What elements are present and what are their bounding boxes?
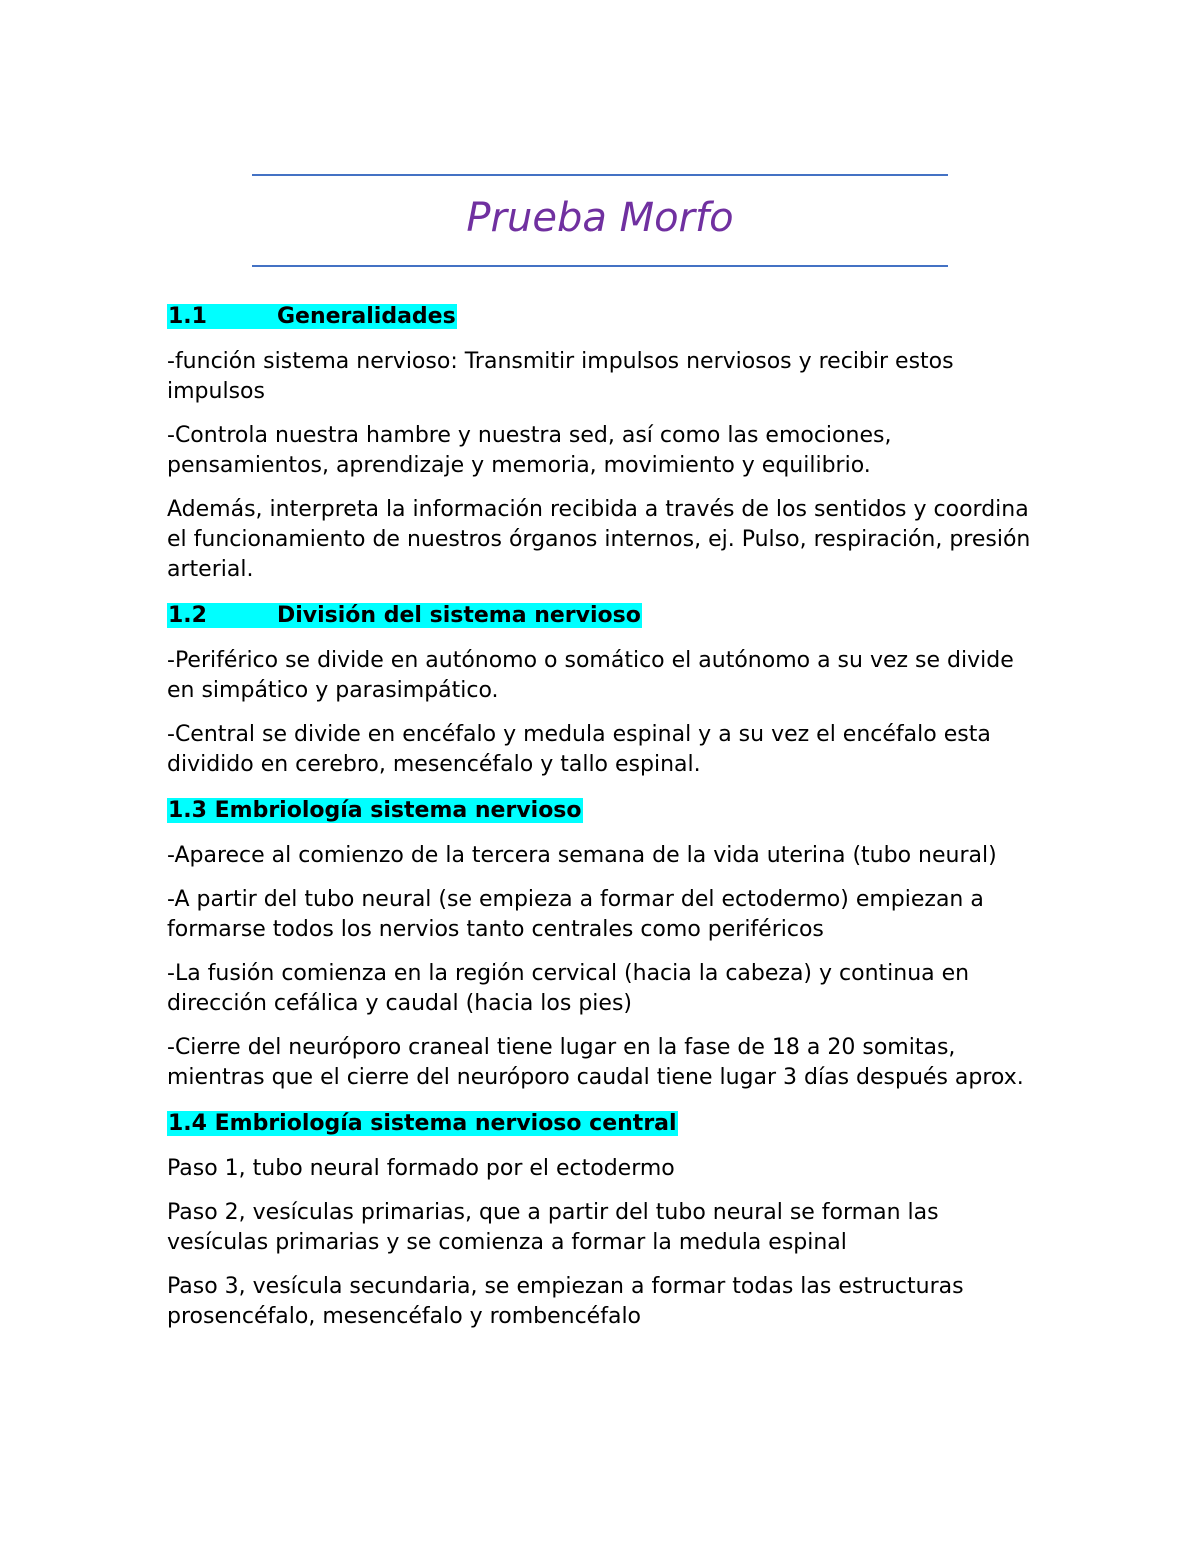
paragraph: Paso 2, vesículas primarias, que a partir del tubo neural se forman las vesículas primarias y se comienza a formar la medula espinal <box>167 1200 939 1255</box>
section-title: 1.4 Embriología sistema nervioso central <box>168 1111 677 1136</box>
document-title: Prueba Morfo <box>466 195 734 241</box>
paragraph: -La fusión comienza en la región cervical (hacia la cabeza) y continua en dirección cefálica y caudal (hacia los pies) <box>167 961 970 1016</box>
paragraph: -Controla nuestra hambre y nuestra sed, así como las emociones, pensamientos, aprendizaje y memoria, movimiento y equilibrio. <box>167 423 892 478</box>
section-number: 1.2 <box>168 603 207 628</box>
section-number: 1.1 <box>168 304 207 329</box>
paragraph: -Periférico se divide en autónomo o somático el autónomo a su vez se divide en simpático y parasimpático. <box>167 648 1014 703</box>
section-title: Generalidades <box>276 304 456 329</box>
section-title: 1.3 Embriología sistema nervioso <box>168 798 582 823</box>
paragraph: -Aparece al comienzo de la tercera semana de la vida uterina (tubo neural) <box>167 843 997 868</box>
heading-highlight <box>167 304 457 329</box>
paragraph: -A partir del tubo neural (se empieza a formar del ectodermo) empiezan a formarse todos los nervios tanto centrales como periféricos <box>167 887 984 942</box>
section-heading-generalidades <box>167 300 1037 334</box>
title-bottom-rule <box>252 265 948 267</box>
section-heading-division <box>167 599 1037 633</box>
section-heading-embriologia <box>167 794 1037 828</box>
title-top-rule <box>252 174 948 176</box>
paragraph: Paso 3, vesícula secundaria, se empiezan a formar todas las estructuras prosencéfalo, mesencéfalo y rombencéfalo <box>167 1274 964 1329</box>
paragraph: Además, interpreta la información recibida a través de los sentidos y coordina el funcionamiento de nuestros órganos internos, ej. Pulso, respiración, presión arterial. <box>167 497 1031 582</box>
paragraph: -Cierre del neuróporo craneal tiene lugar en la fase de 18 a 20 somitas, mientras que el cierre del neuróporo caudal tiene lugar 3 días después aprox. <box>167 1035 1024 1090</box>
section-heading-embriologia-central <box>167 1107 1037 1141</box>
paragraph: -función sistema nervioso: Transmitir impulsos nerviosos y recibir estos impulsos <box>167 349 954 404</box>
section-title: División del sistema nervioso <box>276 603 641 628</box>
paragraph: -Central se divide en encéfalo y medula espinal y a su vez el encéfalo esta dividido en cerebro, mesencéfalo y tallo espinal. <box>167 722 991 777</box>
heading-highlight <box>167 603 642 628</box>
document-body <box>167 300 1037 1346</box>
paragraph: Paso 1, tubo neural formado por el ectodermo <box>167 1156 675 1181</box>
